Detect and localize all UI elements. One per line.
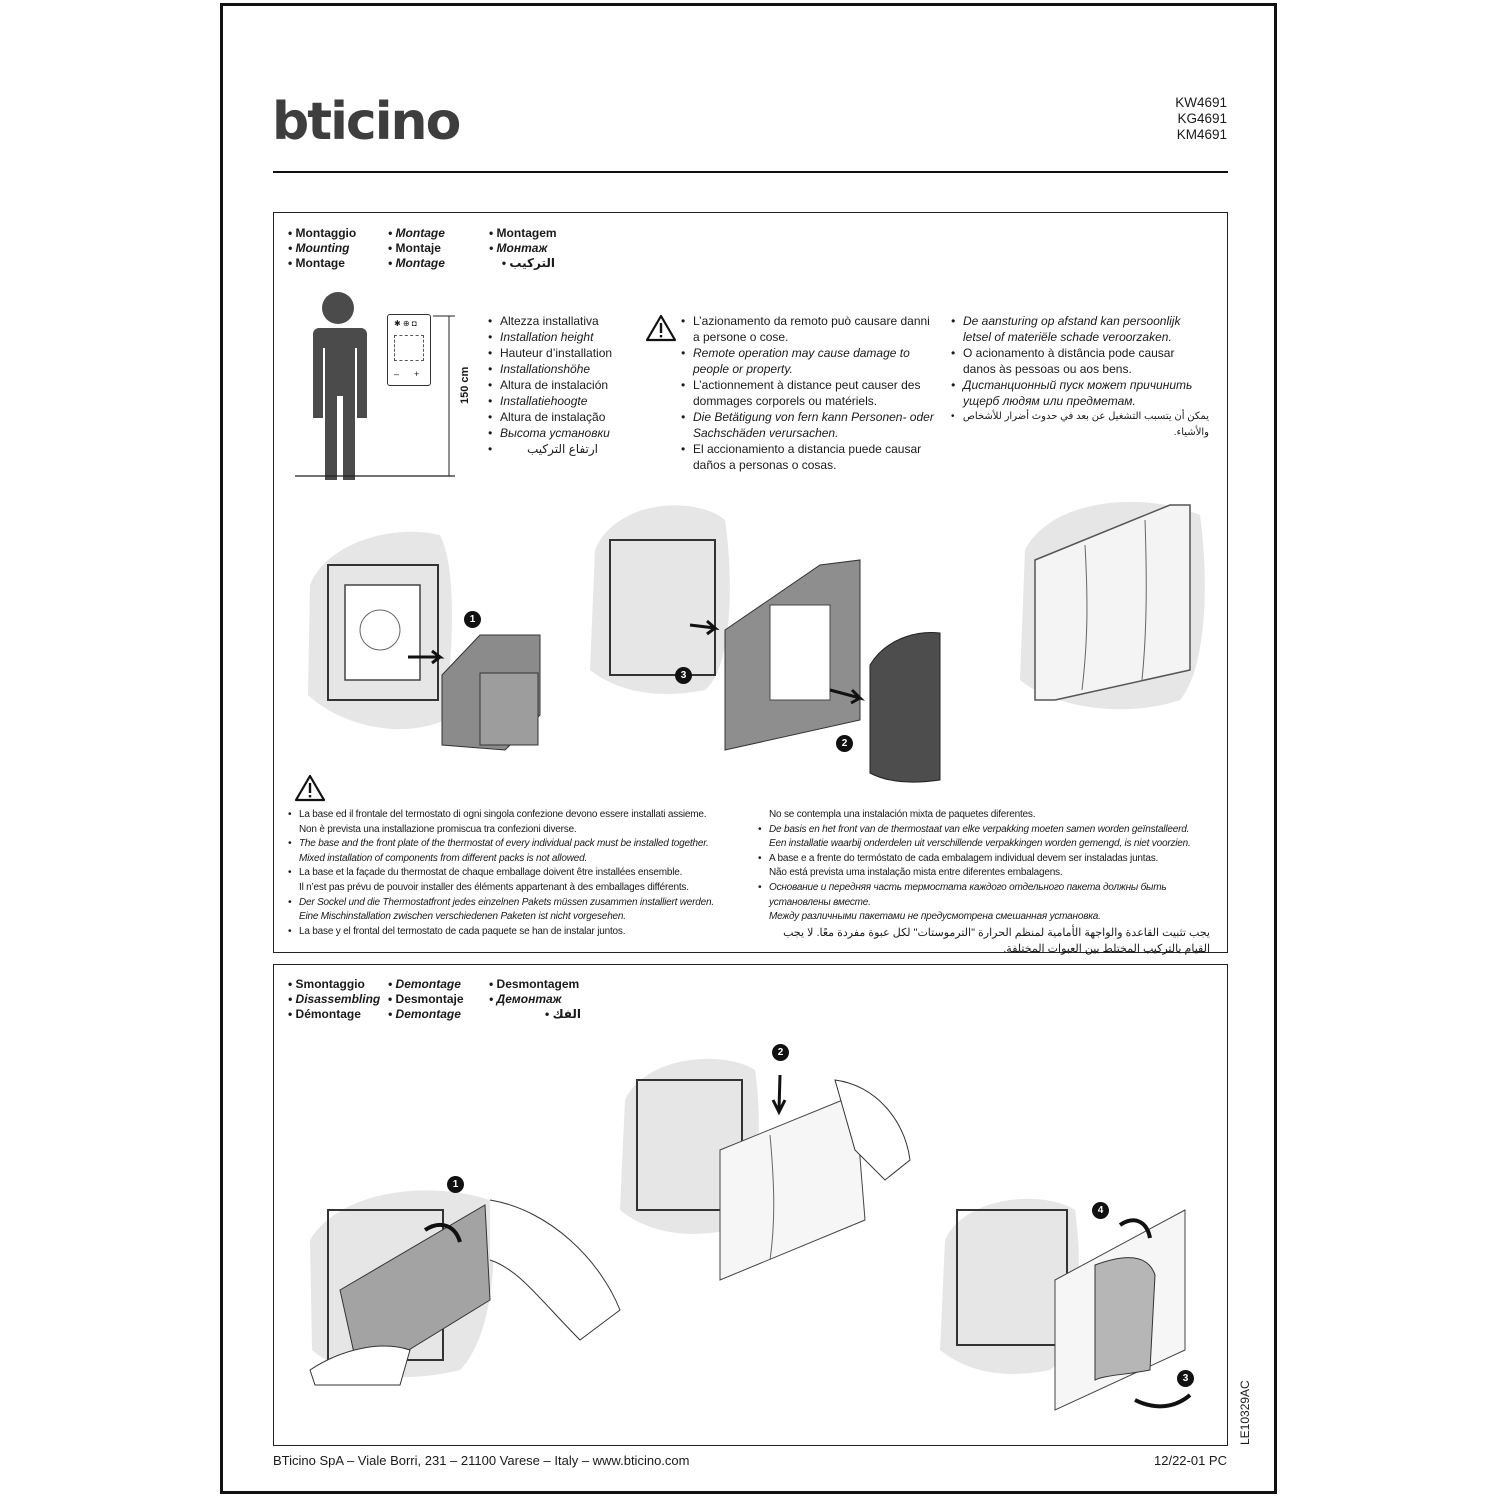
step-badge: 3 xyxy=(1177,1370,1194,1387)
pack-note-right: No se contempla una instalación mixta de paquetes diferentes. • De basis en het front van de thermostaat van elke verpakking moeten samen worden geïnstalleerd. Een installatie waarbij onderdelen uit verschillende verpakkingen worden gemengd, is niet voorzien. • A base e a frente do termóstato de cada embalagem individual devem ser instaladas juntas. Não está prevista uma instalação mista entre diferentes embalagens. • Основание и передняя часть термостата каждого отдельного пакета должны быть установлены вместе. Между различными пакетами не предусмотрена смешанная установка. يجب تثبيت القاعدة والواجهة الأمامية لمنظم الحرارة "الترموستات" لكل عبوة مفردة معًا. لا يجب القيام بالتركيب المختلط بين العبوات المختلفة. xyxy=(758,808,1220,957)
step-badge: 2 xyxy=(772,1044,789,1061)
warning-icon xyxy=(646,315,676,341)
remove-cover-illustration xyxy=(935,1180,1205,1420)
warning-icon xyxy=(295,775,325,801)
dismounting-title-col3: • Desmontagem • Демонтаж الفك • xyxy=(489,977,581,1021)
company-address: BTicino SpA – Viale Borri, 231 – 21100 Varese – Italy – www.bticino.com xyxy=(273,1453,690,1468)
document-code: LE10329AC xyxy=(1238,1380,1252,1445)
display-icon xyxy=(394,335,424,361)
pack-note-left: • La base ed il frontale del termostato di ogni singola confezione devono essere installati assieme. Non è prevista una installazione promiscua tra confezioni diverse. • The base and the front plate of the thermostat of every individual pack must be installed together. Mixed installation of components from different packs is not allowed. • La base et la façade du thermostat de chaque emballage doivent être installées ensemble. Il n’est pas prévu de pouvoir installer des éléments appartenant à des emballages différents. • Der Sockel und die Thermostatfront jedes einzelnen Pakets müssen zusammen installiert werden. Eine Mischinstallation zwischen verschiedenen Paketen ist nicht vorgesehen. • La base y el frontal del termostato de cada paquete se han de instalar juntos. xyxy=(288,808,758,939)
installation-height-list: • Altezza installativa • Installation height • Hauteur d’installation • Installationshöhe • Altura de instalación • Installatiehoogte • Altura de instalação • Высота установки • ارتفاع التركيب xyxy=(488,313,638,457)
document-version: 12/22-01 PC xyxy=(1154,1453,1227,1468)
mounting-title-col2: • Montage • Montaje • Montage xyxy=(388,226,445,270)
product-code: KG4691 xyxy=(1177,111,1227,126)
product-code: KM4691 xyxy=(1176,127,1227,142)
step-badge: 2 xyxy=(836,735,853,752)
base-frame-illustration xyxy=(300,525,550,760)
header-divider xyxy=(273,171,1228,173)
mounting-title-col1: • Montaggio • Mounting • Montage xyxy=(288,226,357,270)
minus-icon: – xyxy=(394,369,400,379)
remove-front-illustration xyxy=(615,1040,915,1290)
step-badge: 1 xyxy=(447,1176,464,1193)
dismounting-title-col2: • Demontage • Desmontaje • Demontage xyxy=(388,977,464,1021)
remote-warning-list-2: • De aansturing op afstand kan persoonlijk letsel of materiële schade veroorzaken. • O acionamento à distância pode causar danos às pessoas ou aos bens. • Дистанционный пуск может причинить ущерб людям или предметам. • يمكن أن يتسبب التشغيل عن بعد في حدوث أضرار للأشخاص والأشياء. xyxy=(951,313,1209,441)
height-label: 150 cm xyxy=(459,366,471,404)
product-codes xyxy=(1100,95,1227,143)
dismounting-title-col1: • Smontaggio • Disassembling • Démontage xyxy=(288,977,381,1021)
plus-icon: + xyxy=(414,369,420,379)
product-code: KW4691 xyxy=(1175,95,1227,110)
step-badge: 1 xyxy=(464,611,481,628)
remote-warning-list-1: • L’azionamento da remoto può causare danni a persone o cose. • Remote operation may cause damage to people or property. • L’actionnement à distance peut causer des dommages corporels ou matériels. • Die Betätigung von fern kann Personen- oder Sachschäden verursachen. • El accionamiento a distancia puede causar daños a personas o cosas. xyxy=(681,313,936,473)
snowflake-icon: ✱ ⊕ ◘ xyxy=(394,319,417,328)
installed-device-illustration xyxy=(1010,490,1210,720)
front-plate-illustration xyxy=(585,490,955,790)
brand-logo: bticino xyxy=(272,92,460,152)
step-badge: 4 xyxy=(1092,1202,1109,1219)
thermostat-device xyxy=(387,314,431,386)
remove-plate-illustration xyxy=(300,1180,630,1390)
step-badge: 3 xyxy=(675,667,692,684)
person-figure xyxy=(295,290,460,480)
mounting-title-col3: • Montagem • Монтаж التركيب • xyxy=(489,226,557,270)
